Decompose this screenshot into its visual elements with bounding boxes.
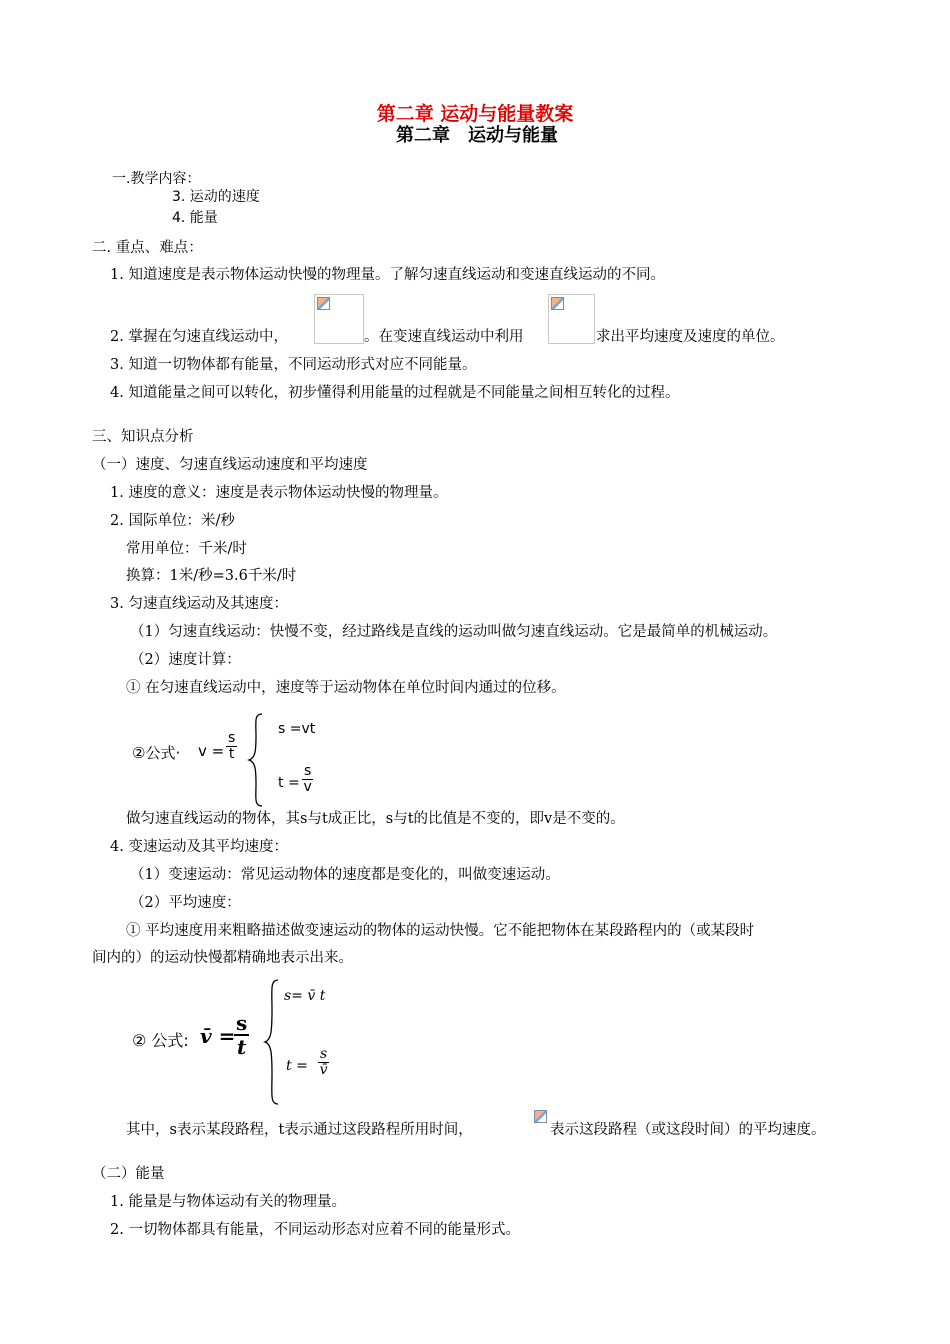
text-line: （2）速度计算： xyxy=(130,652,241,668)
subsection-heading: （二）能量 xyxy=(92,1166,165,1182)
text-line: 3. 匀速直线运动及其速度： xyxy=(110,596,288,612)
text-line: ① 平均速度用来粗略描述做变速运动的物体的运动快慢。它不能把物体在某段路程内的（或某段时 xyxy=(126,923,755,939)
brace-icon xyxy=(246,712,266,808)
section3-heading: 三、知识点分析 xyxy=(92,429,194,445)
section2-heading: 二. 重点、难点： xyxy=(92,240,203,256)
section1-item: 4. 能量 xyxy=(172,210,218,226)
formula-lhs: v̄ = xyxy=(200,1024,236,1048)
text-line: （2）平均速度： xyxy=(130,895,241,911)
text-line: 2. 一切物体都具有能量，不同运动形态对应着不同的能量形式。 xyxy=(110,1222,520,1238)
formula-image-placeholder xyxy=(314,294,364,344)
text-line: 换算：1米/秒=3.6千米/时 xyxy=(126,568,297,584)
text-line: 其中，s表示某段路程，t表示通过这段路程所用时间， xyxy=(126,1122,473,1138)
chapter-heading: 第二章 运动与能量 xyxy=(396,125,558,146)
formula-label: ②公式· xyxy=(132,744,181,762)
formula-fraction xyxy=(302,764,313,795)
text-line: 1. 速度的意义：速度是表示物体运动快慢的物理量。 xyxy=(110,485,448,501)
formula-row-lhs: t = xyxy=(286,1058,308,1074)
fraction-numerator: s xyxy=(320,1046,328,1062)
fraction-denominator: v̄ xyxy=(319,1062,328,1078)
text-line: 2. 国际单位：米/秒 xyxy=(110,513,235,529)
formula-fraction xyxy=(234,1012,249,1058)
formula-row: s= v̄ t xyxy=(284,988,326,1004)
text-line: 做匀速直线运动的物体，其s与t成正比，s与t的比值是不变的，即v是不变的。 xyxy=(126,811,625,827)
fraction-denominator: t xyxy=(237,1035,247,1059)
section1-item: 3. 运动的速度 xyxy=(172,189,260,205)
formula-row-lhs: t = xyxy=(278,775,300,791)
section2-item-2b: 。在变速直线运动中利用 xyxy=(364,329,524,345)
text-line: 4. 变速运动及其平均速度： xyxy=(110,839,288,855)
text-line: （1）匀速直线运动：快慢不变，经过路线是直线的运动叫做匀速直线运动。它是最简单的机械运动。 xyxy=(130,624,778,640)
section2-item-2a: 2. 掌握在匀速直线运动中， xyxy=(110,329,288,345)
formula-row: s =vt xyxy=(278,721,316,737)
text-line: 间内的）的运动快慢都精确地表示出来。 xyxy=(92,950,353,966)
section2-item-2c: 求出平均速度及速度的单位。 xyxy=(596,329,785,345)
fraction-numerator: s xyxy=(304,763,312,779)
formula-fraction xyxy=(318,1047,329,1078)
text-line: （1）变速运动：常见运动物体的速度都是变化的，叫做变速运动。 xyxy=(130,867,560,883)
section1-heading: 一.教学内容： xyxy=(112,171,201,187)
fraction-numerator: s xyxy=(228,730,236,746)
text-line: 常用单位：千米/时 xyxy=(126,541,247,557)
brace-icon xyxy=(262,978,282,1106)
fraction-numerator: s xyxy=(236,1011,248,1035)
formula-image-placeholder xyxy=(548,294,595,344)
broken-image-icon xyxy=(317,297,330,310)
section2-item-4: 4. 知道能量之间可以转化，初步懂得利用能量的过程就是不同能量之间相互转化的过程。 xyxy=(110,385,680,401)
fraction-denominator: v xyxy=(303,779,312,795)
formula-lhs: v = xyxy=(198,742,225,760)
formula-fraction xyxy=(226,731,237,762)
formula-image-placeholder xyxy=(534,1110,550,1128)
section2-item-3: 3. 知道一切物体都有能量，不同运动形式对应不同能量。 xyxy=(110,357,477,373)
document-title: 第二章 运动与能量教案 xyxy=(376,103,574,125)
text-line: 1. 能量是与物体运动有关的物理量。 xyxy=(110,1194,346,1210)
broken-image-icon xyxy=(551,297,564,310)
fraction-denominator: t xyxy=(228,746,235,762)
text-line: ① 在匀速直线运动中，速度等于运动物体在单位时间内通过的位移。 xyxy=(126,680,566,696)
broken-image-icon xyxy=(534,1110,547,1123)
section2-item-1: 1. 知道速度是表示物体运动快慢的物理量。了解匀速直线运动和变速直线运动的不同。 xyxy=(110,267,665,283)
text-line: 表示这段路程（或这段时间）的平均速度。 xyxy=(550,1122,826,1138)
subsection-heading: （一）速度、匀速直线运动速度和平均速度 xyxy=(92,457,368,473)
formula-label: ② 公式: xyxy=(132,1031,189,1050)
